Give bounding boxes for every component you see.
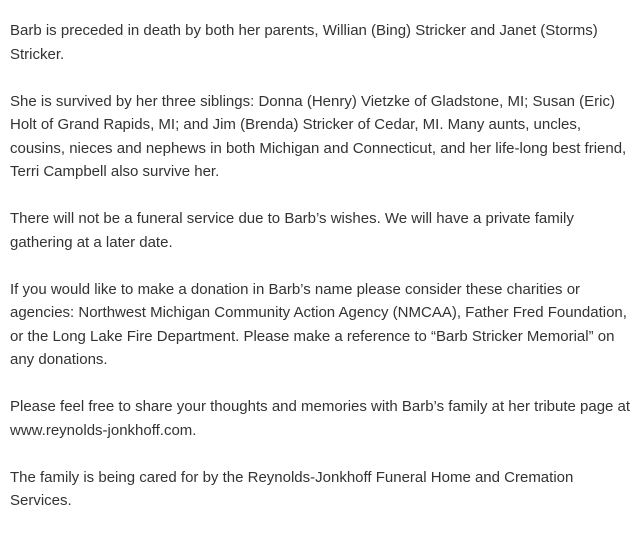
paragraph-service: There will not be a funeral service due to Barb’s wishes. We will have a private family gathering at a later date. xyxy=(10,210,574,251)
paragraph-survivors: She is survived by her three siblings: Donna (Henry) Vietzke of Gladstone, MI; Susan (Eric) Holt of Grand Rapids, MI; and Jim (Brenda) Stricker of Cedar, MI. Many aunts, uncles, cousins, nieces and nephews in both Michigan and Connecticut, and her life-long best friend, Terri Campbell also survive her. xyxy=(10,92,627,180)
paragraph-parents: Barb is preceded in death by both her parents, Willian (Bing) Stricker and Janet (Storms) Stricker. xyxy=(10,22,598,63)
paragraph-tribute: Please feel free to share your thoughts and memories with Barb’s family at her tribute page at www.reynolds-jonkhoff.com. xyxy=(10,398,631,439)
paragraph-funeral-home: The family is being cared for by the Reynolds-Jonkhoff Funeral Home and Cremation Services. xyxy=(10,468,574,509)
paragraph-donations: If you would like to make a donation in Barb’s name please consider these charities or agencies: Northwest Michigan Community Action Agency (NMCAA), Father Fred Foundation, or the Long Lake Fire Department. Please make a reference to “Barb Stricker Memorial” on any donations. xyxy=(10,280,627,368)
